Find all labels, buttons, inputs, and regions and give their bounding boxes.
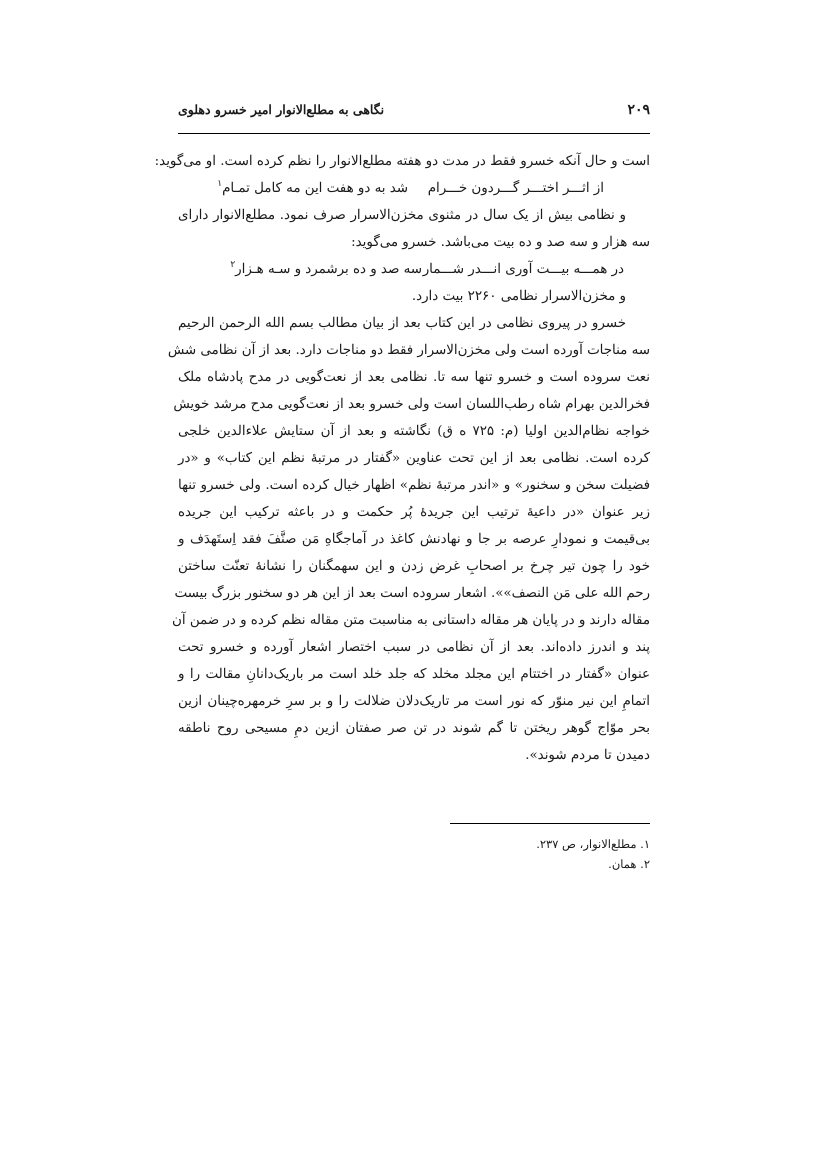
paragraph-4-line: بی‌قیمت و نمودارِ عرصه بر جا و نهادنش کاغذ در آماجگاهِ مَن صنَّفَ فقد اِستَهدَف و bbox=[178, 532, 650, 547]
body-text bbox=[154, 148, 650, 769]
verse-2 bbox=[178, 256, 650, 283]
footnote-2: ۲. همان. bbox=[608, 857, 650, 871]
page-header bbox=[178, 100, 650, 122]
header-rule bbox=[178, 133, 650, 134]
paragraph-3-line: و مخزن‌الاسرار نظامی ۲۲۶۰ بیت دارد. bbox=[411, 289, 626, 304]
paragraph-4-line: پند و اندرز داده‌اند. بعد از آن نظامی در سبب اختصار اشعار آورده و خسرو تحت bbox=[178, 640, 650, 655]
running-title: نگاهی به مطلع‌الانوار امیر خسرو دهلوی bbox=[178, 102, 385, 117]
paragraph-1-line: است و حال آنکه خسرو فقط در مدت دو هفته مطلع‌الانوار را نظم کرده است. او می‌گوید: bbox=[154, 154, 650, 169]
paragraph-4-line: زیر عنوان «در داعیهٔ ترتیب این جریدهٔ پُر حکمت و در باعثه ترکیب این جریده bbox=[178, 505, 650, 520]
paragraph-4-line: کرده است. نظامی بعد از این تحت عناوین «گفتار در مرتبهٔ نظم این کتاب» و «در bbox=[178, 451, 650, 466]
paragraph-4-line: نعت سروده است و خسرو تنها سه تا. نظامی بعد از نعت‌گویی در مدح پادشاه ملک bbox=[178, 370, 650, 385]
verse-1-second-hemistich: شد به دو هفت این مه کامل تمـام$^۱$ bbox=[217, 179, 408, 196]
verse-2-first-hemistich: در همـــه بیـــت آوری انـــدر شـــمار bbox=[422, 262, 624, 277]
page-number: ۲۰۹ bbox=[627, 102, 650, 118]
paragraph-4-line: خود را چون تیر چرخ بر اصحابِ غرض زدن و این سهمگنان را نشانهٔ تعنّت ساختن bbox=[178, 559, 650, 574]
verse-1-first-hemistich: از اثـــر اختـــر گـــردون خـــرام bbox=[427, 181, 604, 196]
footnote-ref-2: ۲ bbox=[230, 260, 236, 270]
paragraph-4-line: بحر موّاج گوهر ریختن تا گم شوند در تن صر صفتان ازین دمِ مسیحی روح ناطقه bbox=[178, 721, 650, 736]
paragraph-4-line: فخرالدین بهرام شاه رطب‌اللسان است ولی خسرو بعد از نعت‌گویی مدح مرشد خویش bbox=[173, 397, 650, 412]
paragraph-4-line: اتمامِ این نیر منوّر که نور است مر تاریک‌دلان ضلالت را و بر سرِ خرمهره‌چینان ازین bbox=[178, 694, 650, 709]
verse-1 bbox=[178, 175, 650, 202]
paragraph-4-line: خواجه نظام‌الدین اولیا (م: ۷۲۵ ه ق) نگاشته و بعد از آن ستایش علاءالدین خلجی bbox=[178, 424, 650, 439]
paragraph-2-line: سه هزار و سه صد و ده بیت می‌باشد. خسرو می‌گوید: bbox=[351, 235, 650, 250]
paragraph-4-last-line: دمیدن تا مردم شوند». bbox=[525, 748, 650, 763]
paragraph-4-line: سه مناجات آورده است ولی مخزن‌الاسرار فقط دو مناجات دارد. بعد از آن نظامی شش bbox=[167, 343, 650, 358]
paragraph-4-line: خسرو در پیروی نظامی در این کتاب بعد از بیان مطالب بسم الله الرحمن الرحیم bbox=[178, 316, 626, 331]
footnotes bbox=[450, 834, 650, 874]
paragraph-4-line: رحم الله علی مَن النصف»». اشعار سروده است بعد از این هر دو سخنور بزرگ بیست bbox=[174, 586, 650, 601]
paragraph-4-line: مقاله دارند و در پایان هر مقاله داستانی به مناسبت متن مقاله نظم کرده و در ضمن آن bbox=[172, 613, 650, 628]
footnote-rule bbox=[450, 823, 650, 824]
footnote-ref-1: ۱ bbox=[217, 179, 223, 189]
footnote-1: ۱. مطلع‌الانوار، ص ۲۳۷. bbox=[536, 837, 650, 851]
paragraph-4-line: فضیلت سخن و سخنور» و «اندر مرتبهٔ نظم» اظهار خیال کرده است. ولی خسرو تنها bbox=[178, 478, 650, 493]
verse-2-second-hemistich: سه صد و ده برشمرد و سـه هـزار$^۲$ bbox=[230, 260, 422, 277]
paragraph-2-line: و نظامی بیش از یک سال در مثنوی مخزن‌الاسرار صرف نمود. مطلع‌الانوار دارای bbox=[178, 208, 626, 223]
paragraph-4-line: عنوان «گفتار در اختتام این مجلد مخلد که جلد خلد است مر باریک‌دانانِ مقالت را و bbox=[178, 667, 650, 682]
